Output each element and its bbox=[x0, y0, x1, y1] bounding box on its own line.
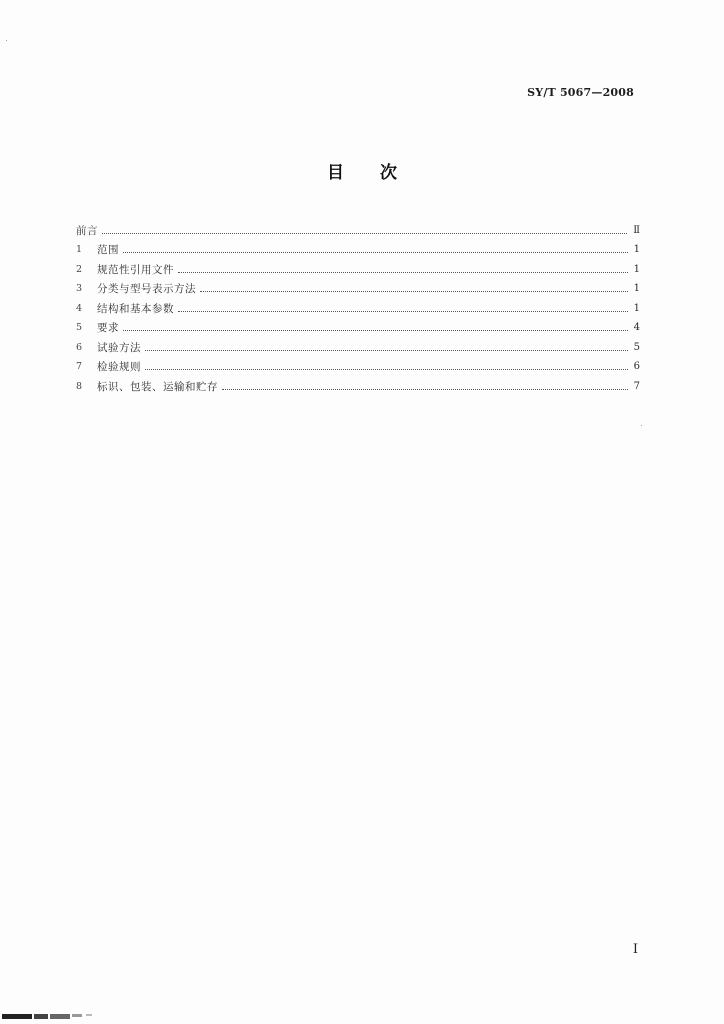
toc-entry-number: 6 bbox=[76, 341, 83, 353]
scan-edge-artifact bbox=[2, 1014, 100, 1020]
toc-leader-dots bbox=[145, 369, 628, 370]
toc-entry-label: 结构和基本参数 bbox=[97, 302, 174, 315]
toc-entry-4 bbox=[76, 295, 640, 315]
scan-speck bbox=[641, 425, 642, 426]
title-part-2: 次 bbox=[380, 163, 397, 183]
toc-entry-8 bbox=[76, 373, 640, 393]
toc-entry-page: 1 bbox=[633, 283, 640, 294]
toc-entry-1 bbox=[76, 237, 640, 257]
toc-entry-number: 7 bbox=[76, 361, 83, 372]
toc-leader-dots bbox=[222, 389, 628, 390]
toc-entry-label: 前言 bbox=[76, 224, 98, 237]
toc-entry-number: 3 bbox=[76, 283, 83, 294]
toc-entry-number: 5 bbox=[76, 322, 83, 333]
toc-entry-number: 4 bbox=[76, 302, 83, 314]
toc-entry-number: 1 bbox=[76, 244, 83, 255]
scan-speck bbox=[6, 40, 7, 41]
toc-entry-page: 1 bbox=[633, 302, 640, 314]
toc-entry-5 bbox=[76, 315, 640, 335]
toc-entry-label: 范围 bbox=[97, 244, 119, 256]
toc-entry-3 bbox=[76, 276, 640, 296]
toc-entry-6 bbox=[76, 334, 640, 354]
page-number: I bbox=[632, 942, 638, 957]
toc-entry-page: 6 bbox=[633, 361, 640, 372]
title-part-1: 目 bbox=[327, 163, 344, 183]
toc-entry-page: Ⅱ bbox=[633, 224, 640, 236]
toc-leader-dots bbox=[178, 272, 628, 273]
table-of-contents bbox=[76, 217, 640, 393]
toc-entry-page: 7 bbox=[633, 380, 640, 392]
toc-entry-label: 检验规则 bbox=[97, 361, 141, 373]
toc-leader-dots bbox=[178, 311, 628, 312]
toc-leader-dots bbox=[200, 291, 628, 292]
toc-entry-label: 规范性引用文件 bbox=[97, 263, 174, 276]
toc-entry-label: 标识、包装、运输和贮存 bbox=[97, 380, 218, 393]
toc-entry-page: 1 bbox=[633, 244, 640, 255]
toc-entry-label: 分类与型号表示方法 bbox=[97, 283, 196, 295]
toc-leader-dots bbox=[123, 252, 628, 253]
toc-entry-number: 8 bbox=[76, 380, 83, 392]
toc-entry-foreword bbox=[76, 217, 640, 237]
toc-entry-page: 1 bbox=[633, 263, 640, 275]
toc-leader-dots bbox=[102, 233, 627, 234]
toc-leader-dots bbox=[123, 330, 628, 331]
page-title bbox=[0, 158, 724, 183]
toc-leader-dots bbox=[145, 350, 628, 351]
toc-entry-page: 4 bbox=[633, 322, 640, 333]
toc-entry-2 bbox=[76, 256, 640, 276]
toc-entry-number: 2 bbox=[76, 263, 83, 275]
toc-entry-label: 要求 bbox=[97, 322, 119, 334]
standard-code: SY/T 5067—2008 bbox=[527, 86, 634, 99]
toc-entry-7 bbox=[76, 354, 640, 374]
toc-entry-page: 5 bbox=[633, 341, 640, 353]
toc-entry-label: 试验方法 bbox=[97, 341, 141, 354]
